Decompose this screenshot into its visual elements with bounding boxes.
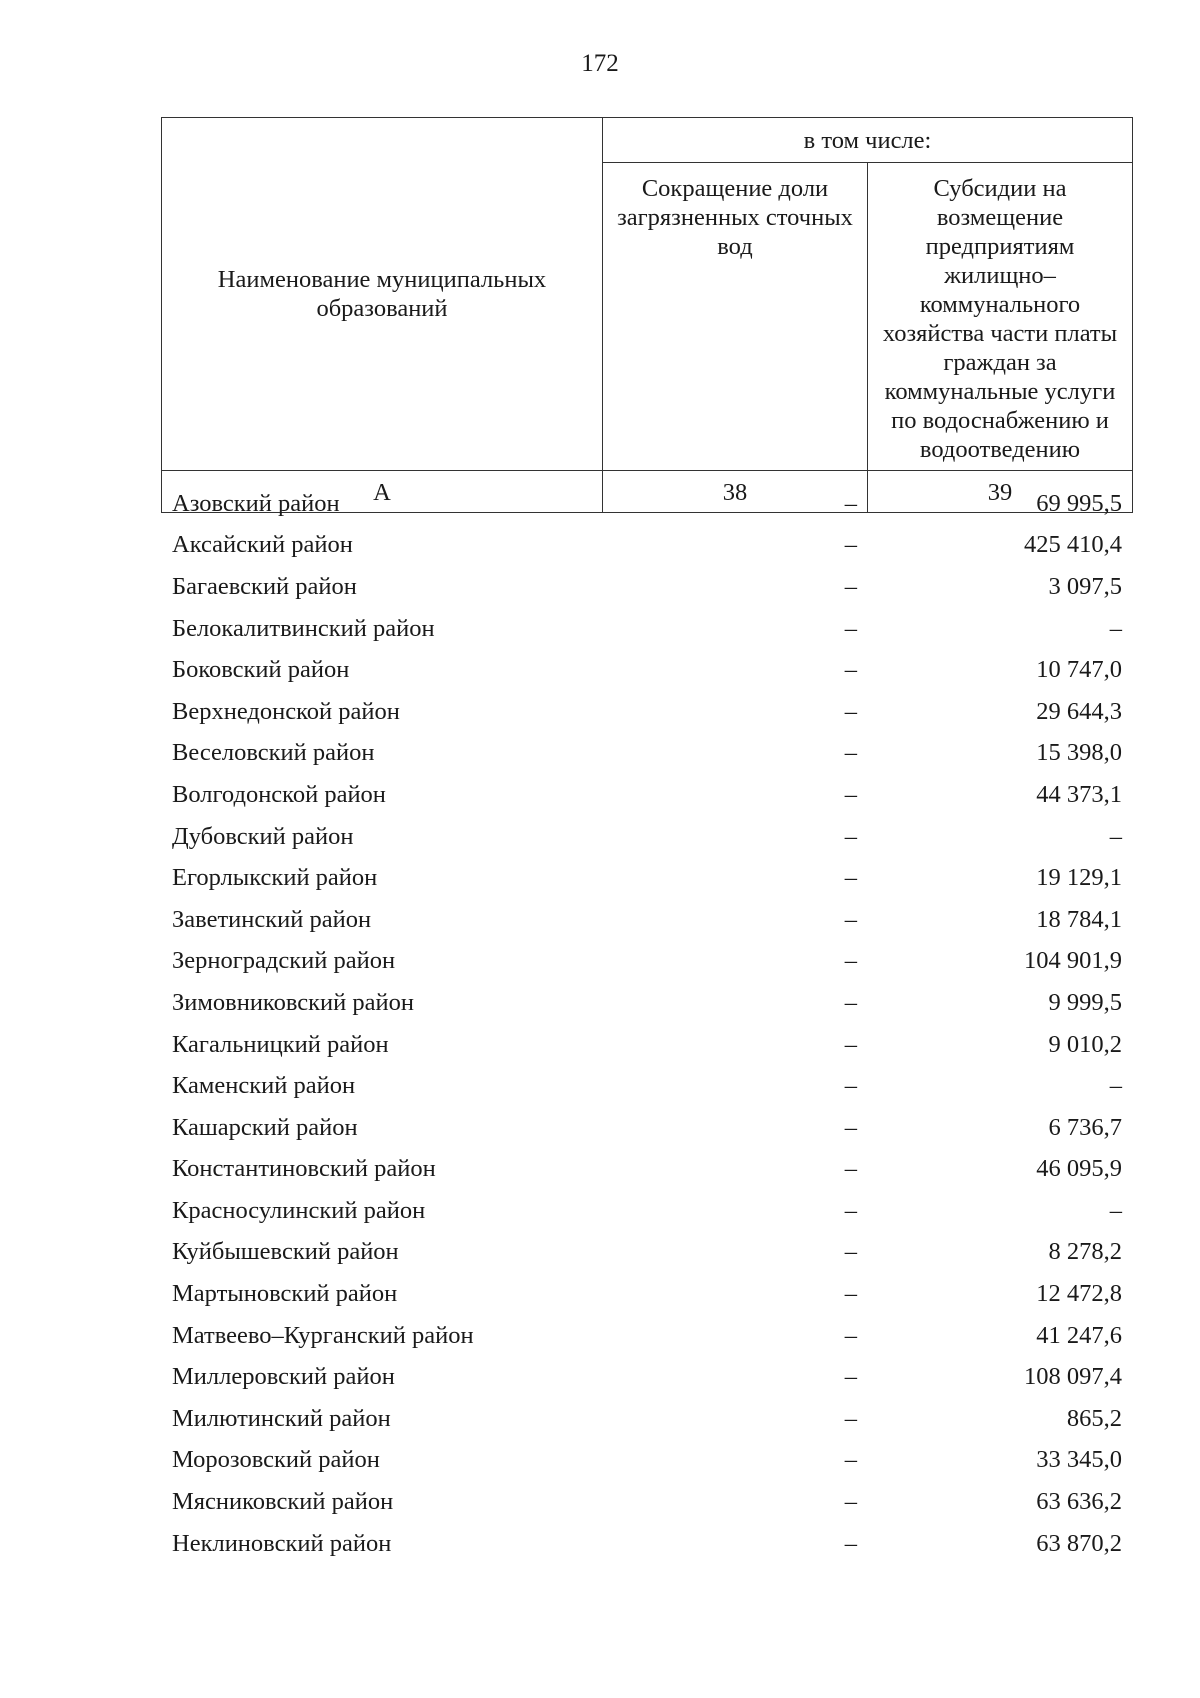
row-value-col38: – [844,1488,857,1516]
row-name: Каменский район [172,1072,356,1100]
row-name: Зерноградский район [172,947,396,975]
row-name: Милютинский район [172,1404,391,1432]
row-value-col39: 865,2 [1066,1404,1122,1432]
row-value-col39: 9 010,2 [1048,1030,1122,1058]
table-row [161,483,1132,525]
table-row [161,1232,1132,1274]
row-value-col39: 29 644,3 [1036,697,1122,725]
table-row [161,525,1132,567]
row-value-col39: 425 410,4 [1024,531,1122,559]
row-value-col38: – [844,531,857,559]
row-name: Матвеево–Курганский район [172,1321,474,1349]
table-row [161,1481,1132,1523]
row-value-col38: – [844,1280,857,1308]
header-col39-text: Субсидии на возмещение предприятиям жилищно–коммунального хозяйства части платы граждан за коммунальные услуги по водоснабжению и водоотведению [882,175,1118,463]
row-name: Верхнедонской район [172,697,400,725]
header-col39-title [868,163,1133,471]
header-col38-title [603,163,868,471]
row-value-col39: 19 129,1 [1036,864,1122,892]
table-row [161,566,1132,608]
row-name: Багаевский район [172,572,357,600]
row-value-col39: – [1109,614,1122,642]
page-number: 172 [581,50,619,77]
table-row [161,899,1132,941]
table-row [161,691,1132,733]
row-value-col38: – [844,1404,857,1432]
row-name: Куйбышевский район [172,1238,399,1266]
row-value-col39: – [1109,1196,1122,1224]
row-name: Морозовский район [172,1446,380,1474]
row-name: Боковский район [172,656,350,684]
table-body [161,483,1132,1564]
header-col38-text: Сокращение доли загрязненных сточных вод [617,175,853,260]
row-name: Миллеровский район [172,1363,395,1391]
row-value-col38: – [844,1072,857,1100]
header-name-column [162,118,603,471]
row-name: Аксайский район [172,531,353,559]
row-name: Кашарский район [172,1113,358,1141]
row-value-col38: – [844,1238,857,1266]
row-value-col39: 41 247,6 [1036,1321,1122,1349]
table-row [161,816,1132,858]
row-value-col38: – [844,864,857,892]
table-row [161,1315,1132,1357]
row-value-col38: – [844,489,857,517]
row-value-col38: – [844,1155,857,1183]
row-value-col39: 8 278,2 [1048,1238,1122,1266]
table-row [161,1107,1132,1149]
row-name: Кагальницкий район [172,1030,389,1058]
row-value-col39: 63 870,2 [1036,1529,1122,1557]
row-value-col38: – [844,1529,857,1557]
row-name: Мясниковский район [172,1488,394,1516]
header-num-a: А [162,471,603,513]
row-value-col39: – [1109,822,1122,850]
row-value-col38: – [844,614,857,642]
header-num-39: 39 [868,471,1133,513]
header-name-text: Наименование муниципальных образований [217,266,547,322]
row-value-col39: 6 736,7 [1048,1113,1122,1141]
table-row [161,1024,1132,1066]
row-value-col39: 63 636,2 [1036,1488,1122,1516]
header-group-label: в том числе: [603,118,1133,163]
row-value-col38: – [844,947,857,975]
row-value-col38: – [844,988,857,1016]
row-name: Неклиновский район [172,1529,392,1557]
row-name: Егорлыкский район [172,864,378,892]
row-value-col39: 12 472,8 [1036,1280,1122,1308]
table-header [161,117,1133,513]
row-value-col38: – [844,1446,857,1474]
row-name: Волгодонской район [172,780,386,808]
header-num-38: 38 [603,471,868,513]
row-name: Дубовский район [172,822,354,850]
table-row [161,1440,1132,1482]
row-value-col39: 9 999,5 [1048,988,1122,1016]
table-row [161,857,1132,899]
table-row [161,1190,1132,1232]
row-value-col39: 33 345,0 [1036,1446,1122,1474]
row-value-col38: – [844,822,857,850]
row-value-col39: 108 097,4 [1024,1363,1122,1391]
row-name: Красносулинский район [172,1196,426,1224]
table-row [161,1398,1132,1440]
table-row [161,649,1132,691]
row-value-col39: 15 398,0 [1036,739,1122,767]
row-name: Зимовниковский район [172,988,414,1016]
table-row [161,1273,1132,1315]
row-value-col39: 3 097,5 [1048,572,1122,600]
row-value-col38: – [844,656,857,684]
table-row [161,608,1132,650]
table-row [161,1065,1132,1107]
row-value-col38: – [844,697,857,725]
table-row [161,774,1132,816]
row-value-col39: 46 095,9 [1036,1155,1122,1183]
row-value-col38: – [844,572,857,600]
row-value-col39: 10 747,0 [1036,656,1122,684]
row-name: Константиновский район [172,1155,436,1183]
table-row [161,982,1132,1024]
row-value-col38: – [844,1030,857,1058]
table-row [161,1523,1132,1565]
table-row [161,1356,1132,1398]
row-value-col38: – [844,739,857,767]
row-value-col39: 104 901,9 [1024,947,1122,975]
table-row [161,941,1132,983]
row-name: Заветинский район [172,905,372,933]
row-name: Веселовский район [172,739,375,767]
row-value-col39: – [1109,1072,1122,1100]
row-value-col38: – [844,1321,857,1349]
row-name: Белокалитвинский район [172,614,435,642]
table-row [161,1149,1132,1191]
row-name: Азовский район [172,489,340,517]
table-row [161,733,1132,775]
row-value-col39: 18 784,1 [1036,905,1122,933]
row-value-col39: 69 995,5 [1036,489,1122,517]
row-value-col38: – [844,780,857,808]
row-value-col39: 44 373,1 [1036,780,1122,808]
row-value-col38: – [844,1363,857,1391]
row-value-col38: – [844,1196,857,1224]
row-value-col38: – [844,1113,857,1141]
row-value-col38: – [844,905,857,933]
row-name: Мартыновский район [172,1280,398,1308]
